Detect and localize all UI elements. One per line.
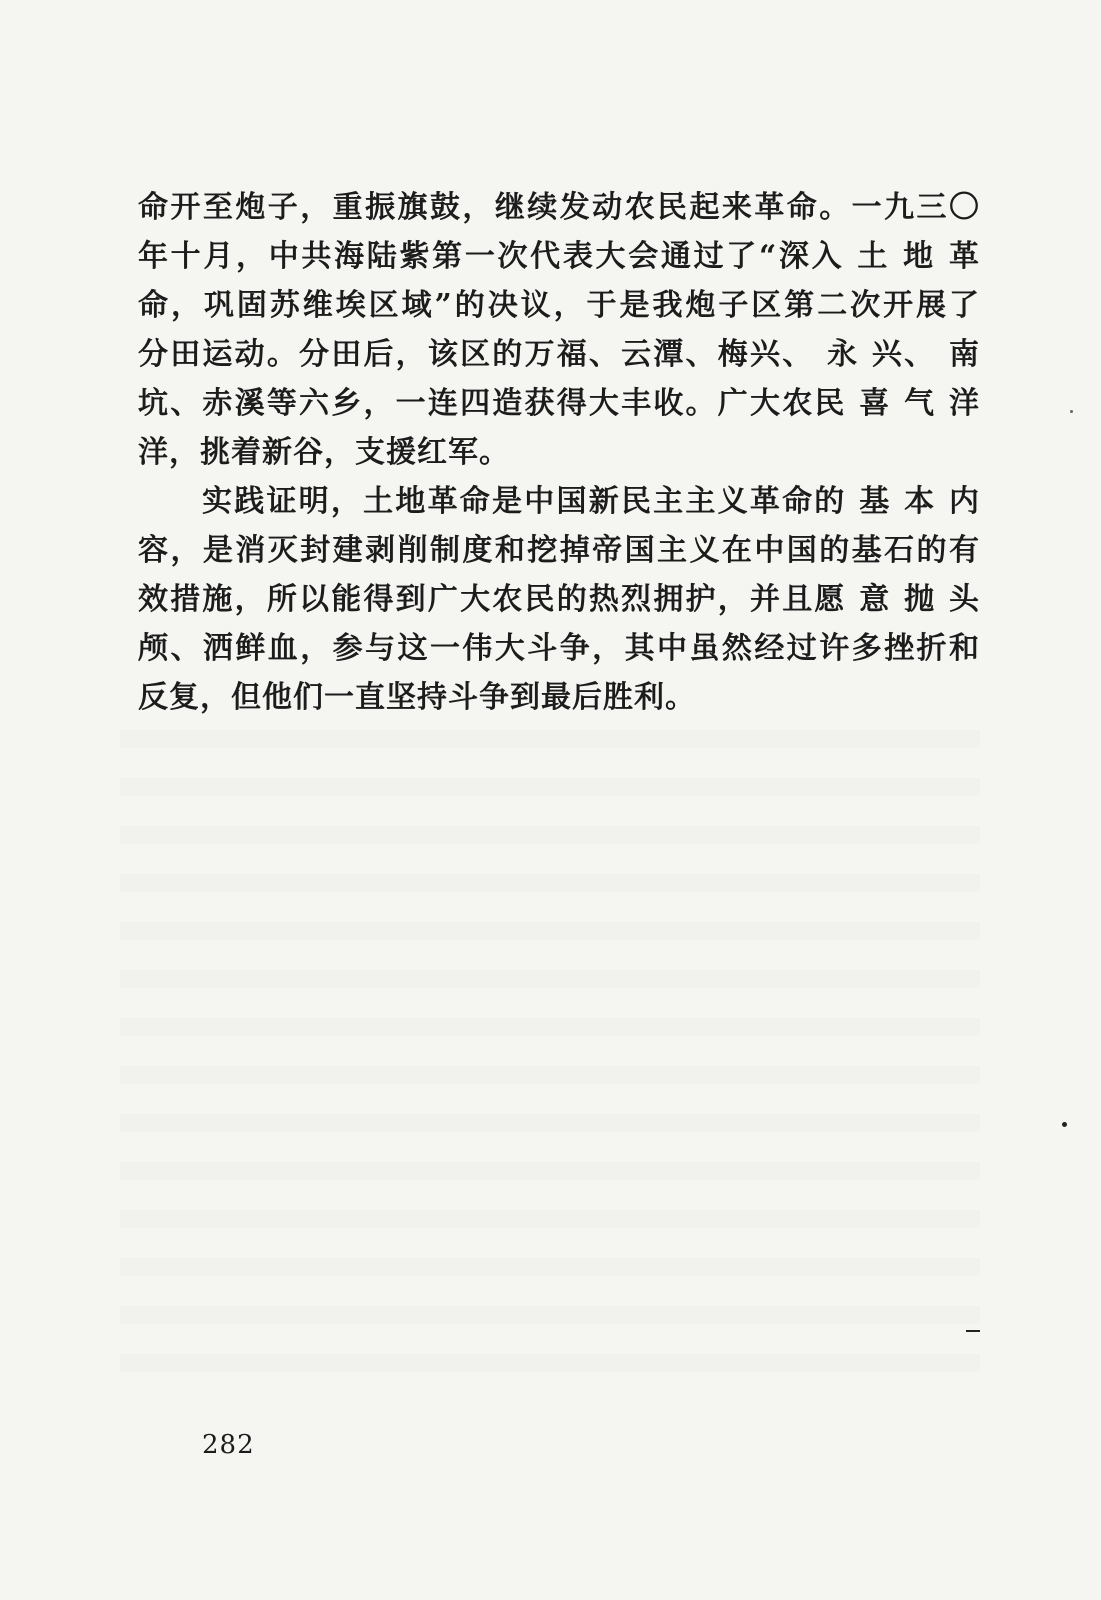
text-line: 效措施，所以能得到广大农民的热烈拥护，并且愿 意 抛 头	[138, 582, 980, 617]
page-number: 282	[202, 1430, 255, 1460]
text-line: 反复，但他们一直坚持斗争到最后胜利。	[138, 680, 696, 715]
ink-speck	[966, 1330, 980, 1332]
show-through-texture	[120, 730, 980, 1380]
text-line: 颅、洒鲜血，参与这一伟大斗争，其中虽然经过许多挫折和	[138, 631, 980, 666]
body-text	[138, 183, 980, 722]
ink-speck	[1070, 410, 1073, 413]
text-line: 命，巩固苏维埃区域”的决议，于是我炮子区第二次开展了	[138, 288, 980, 323]
text-line: 实践证明，土地革命是中国新民主主义革命的 基 本 内	[202, 484, 980, 519]
text-line: 洋，挑着新谷，支援红军。	[138, 435, 510, 470]
ink-speck	[1062, 1122, 1067, 1127]
text-line: 命开至炮子，重振旗鼓，继续发动农民起来革命。一九三〇	[138, 190, 980, 225]
paragraph-1	[138, 183, 980, 477]
text-line: 容，是消灭封建剥削制度和挖掉帝国主义在中国的基石的有	[138, 533, 980, 568]
text-line: 年十月，中共海陆紫第一次代表大会通过了“深入 土 地 革	[138, 239, 980, 274]
text-line: 坑、赤溪等六乡，一连四造获得大丰收。广大农民 喜 气 洋	[138, 386, 980, 421]
paragraph-2	[138, 477, 980, 722]
text-line: 分田运动。分田后，该区的万福、云潭、梅兴、 永 兴、 南	[138, 337, 980, 372]
